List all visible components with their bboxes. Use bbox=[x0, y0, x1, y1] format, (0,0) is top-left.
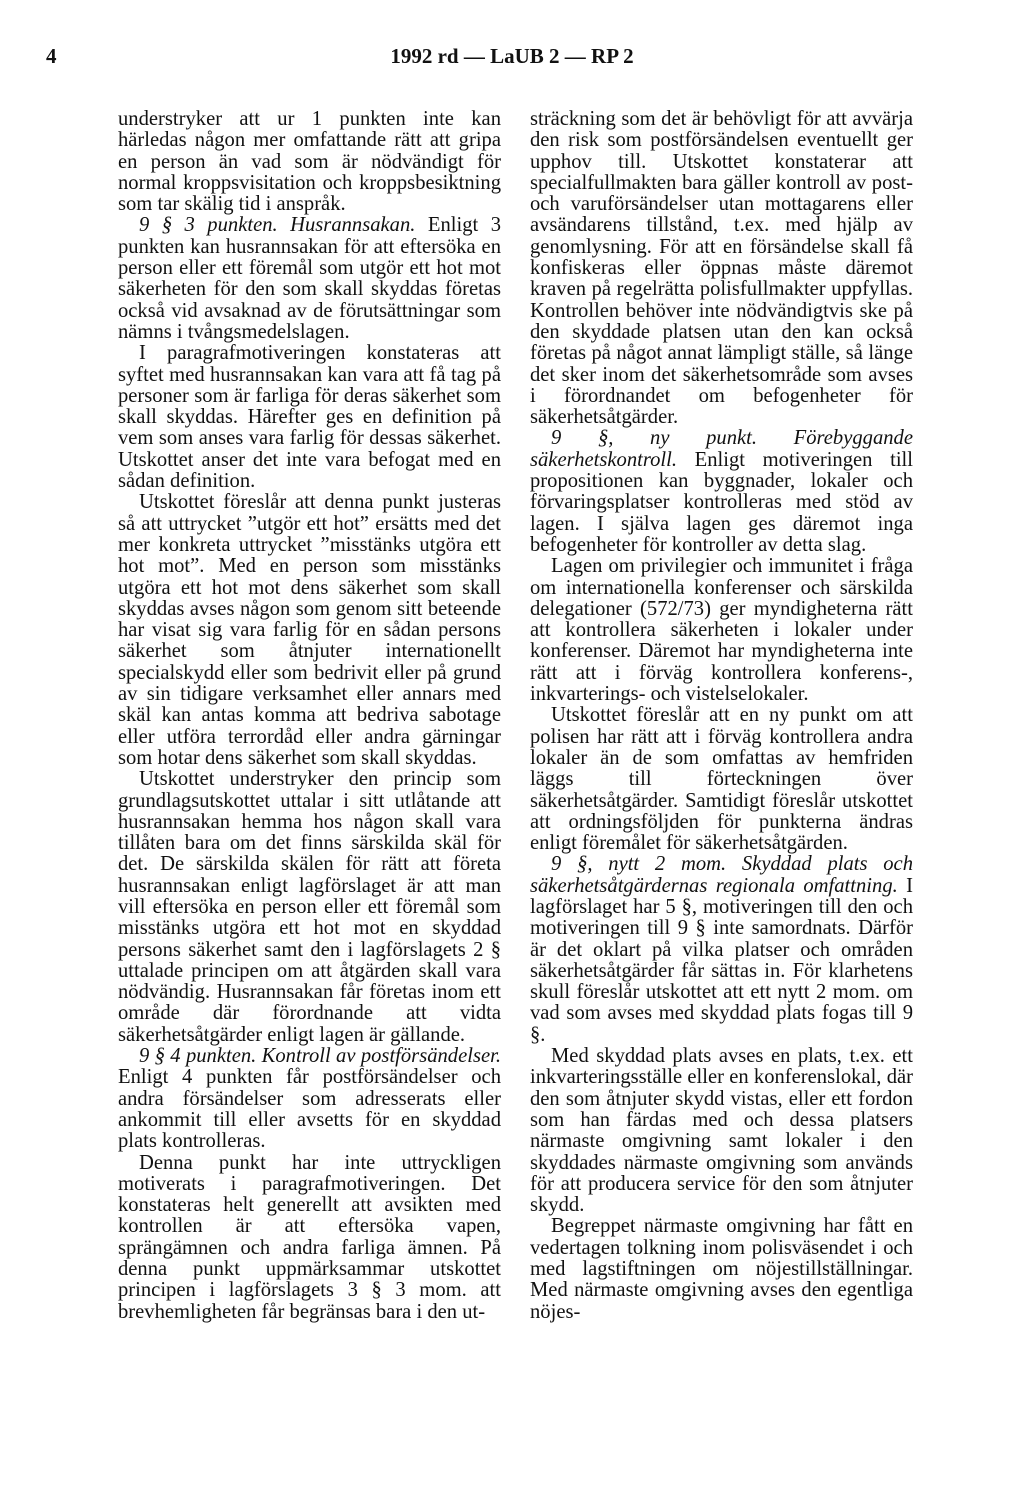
paragraph-text: Enligt motiveringen till propositionen kan byggnader, lokaler och förvaringsplatser kontrolleras med stöd av lagen. I själva lagen ges däremot inga befogenheter för kontroller av detta slag. bbox=[530, 448, 913, 556]
right-column bbox=[530, 109, 913, 1323]
paragraph bbox=[530, 854, 913, 1046]
paragraph-text: Denna punkt har inte uttryckligen motiverats i paragrafmotiveringen. Det konstateras helt generellt att avsikten med kontrollen är att eftersöka vapen, sprängämnen och andra farliga ämnen. På denna punkt uppmärksammar utskottet principen i lagförslagets 3 § 3 mom. att brevhemligheten får begränsas bara i den ut- bbox=[118, 1151, 501, 1323]
running-head: 1992 rd — LaUB 2 — RP 2 bbox=[390, 44, 634, 68]
left-column bbox=[118, 109, 501, 1323]
paragraph bbox=[530, 109, 913, 428]
paragraph bbox=[530, 1046, 913, 1216]
paragraph-text: Enligt 4 punkten får postförsändelser och andra försändelser som adresserats eller ankommit till eller avsetts för en skyddad plats kontrolleras. bbox=[118, 1066, 501, 1153]
paragraph-text: understryker att ur 1 punkten inte kan härledas någon mer omfattande rätt att gripa en person än vad som är nödvändigt för normal kroppsvisitation och kroppsbesiktning som tar skälig tid i anspråk. bbox=[118, 108, 501, 216]
paragraph bbox=[118, 492, 501, 769]
paragraph bbox=[118, 215, 501, 343]
paragraph bbox=[530, 705, 913, 854]
paragraph bbox=[118, 1153, 501, 1323]
paragraph bbox=[118, 1046, 501, 1152]
page-number: 4 bbox=[46, 44, 57, 68]
section-heading: 9 §, nytt 2 mom. Skyddad plats och säkerhetsåtgärdernas regionala omfattning. bbox=[530, 853, 913, 897]
paragraph bbox=[530, 1216, 913, 1322]
paragraph-text: Utskottet understryker den princip som grundlagsutskottet uttalar i sitt utlåtande att husrannsakan hemma hos någon skall vara tillåten bara om det finns särskilda skäl för det. De särskilda skälen för rätt att företa husrannsakan enligt lagförslaget är att man vill eftersöka en person eller ett föremål som misstänks utgöra ett hot mot en skyddad persons säkerhet samt den i lagförslagets 2 § uttalade principen om att åtgärden skall vara nödvändig. Husrannsakan får företas inom ett område där förordnande att vidta säkerhetsåtgärder enligt lagen är gällande. bbox=[118, 768, 501, 1046]
paragraph-text: Lagen om privilegier och immunitet i fråga om internationella konferenser och särskilda delegationer (572/73) ger myndigheterna rätt att kontrollera säkerheten i lokaler under konferenser. Däremot har myndigheterna inte rätt att i förväg kontrollera konferens-, inkvarterings- och vistelselokaler. bbox=[530, 555, 913, 706]
paragraph-text: Med skyddad plats avses en plats, t.ex. ett inkvarteringsställe eller en konferenslokal, där den som åtnjuter skydd vistas, eller ett fordon som han färdas med och dessa platsers närmaste omgivning samt lokaler i den skyddades närmaste omgivning som används för att producera service för den som åtnjuter skydd. bbox=[530, 1045, 913, 1217]
paragraph-text: Begreppet närmaste omgivning har fått en vedertagen tolkning inom polisväsendet i och med lagstiftningen om nöjestillställningar. Med närmaste omgivning avses den egentliga nöjes- bbox=[530, 1215, 913, 1323]
paragraph-text: Utskottet föreslår att en ny punkt om att polisen har rätt att i förväg kontrollera andra lokaler än de som omfattas av hemfriden läggs till förteckningen över säkerhetsåtgärder. Samtidigt föreslår utskottet att ordningsföljden för punkterna ändras enligt föremålet för säkerhetsåtgärden. bbox=[530, 704, 913, 855]
section-heading: 9 §, ny punkt. Förebyggande säkerhetskontroll. bbox=[530, 427, 913, 471]
section-heading: 9 § 3 punkten. Husrannsakan. bbox=[139, 214, 416, 237]
paragraph-text: I lagförslaget har 5 §, motiveringen till den och motiveringen till 9 § inte samordnats. Därför är det oklart på vilka platser och områden säkerhetsåtgärder får sättas in. För klarhetens skull föreslår utskottet att ett nytt 2 mom. om vad som avses med skyddad plats fogas till 9 §. bbox=[530, 874, 913, 1046]
section-heading: 9 § 4 punkten. Kontroll av postförsändelser. bbox=[139, 1045, 501, 1068]
paragraph-text: sträckning som det är behövligt för att avvärja den risk som postförsändelsen eventuellt ger upphov till. Utskottet konstaterar att specialfullmakten bara gäller kontroll av post- och varuförsändelser utan mottagarens eller avsändarens tillstånd, t.ex. med hjälp av genomlysning. För att en försändelse skall få konfiskeras eller öppnas måste däremot kraven på regelrätta polisfullmakter uppfyllas. Kontrollen behöver inte nödvändigtvis ske på den skyddade platsen utan den kan också företas på något annat lämpligt ställe, så länge det sker inom det säkerhetsområde som avses i förordnandet om befogenheter för säkerhetsåtgärder. bbox=[530, 108, 913, 429]
paragraph-text: I paragrafmotiveringen konstateras att syftet med husrannsakan kan vara att få tag på personer som är farliga för deras säkerhet som skall skyddas. Härefter ges en definition på vem som anses vara farlig för dessas säkerhet. Utskottet anser det inte vara befogat med en sådan definition. bbox=[118, 342, 501, 493]
paragraph bbox=[118, 109, 501, 215]
paragraph bbox=[530, 556, 913, 705]
paragraph-text: Enligt 3 punkten kan husrannsakan för att eftersöka en person eller ett föremål som utgör ett hot mot säkerheten för den som skall skyddas företas också vid avsaknad av de förutsättningar som nämns i tvångsmedelslagen. bbox=[118, 214, 502, 343]
paragraph-text: Utskottet föreslår att denna punkt justeras så att uttrycket ”utgör ett hot” ersätts med det mer konkreta uttrycket ”misstänks utgöra ett hot mot”. Med en person som misstänks utgöra ett hot mot dens säkerhet som skall skyddas avses någon som genom sitt beteende har visat sig vara farlig för en sådan persons säkerhet som åtnjuter internationellt specialskydd eller som bedrivit eller på grund av sin tidigare verksamhet eller annars med skäl kan antas komma att bedriva sabotage eller utföra terrordåd eller andra gärningar som hotar dens säkerhet som skall skyddas. bbox=[118, 491, 501, 769]
paragraph bbox=[118, 343, 501, 492]
paragraph bbox=[118, 769, 501, 1046]
paragraph bbox=[530, 428, 913, 556]
